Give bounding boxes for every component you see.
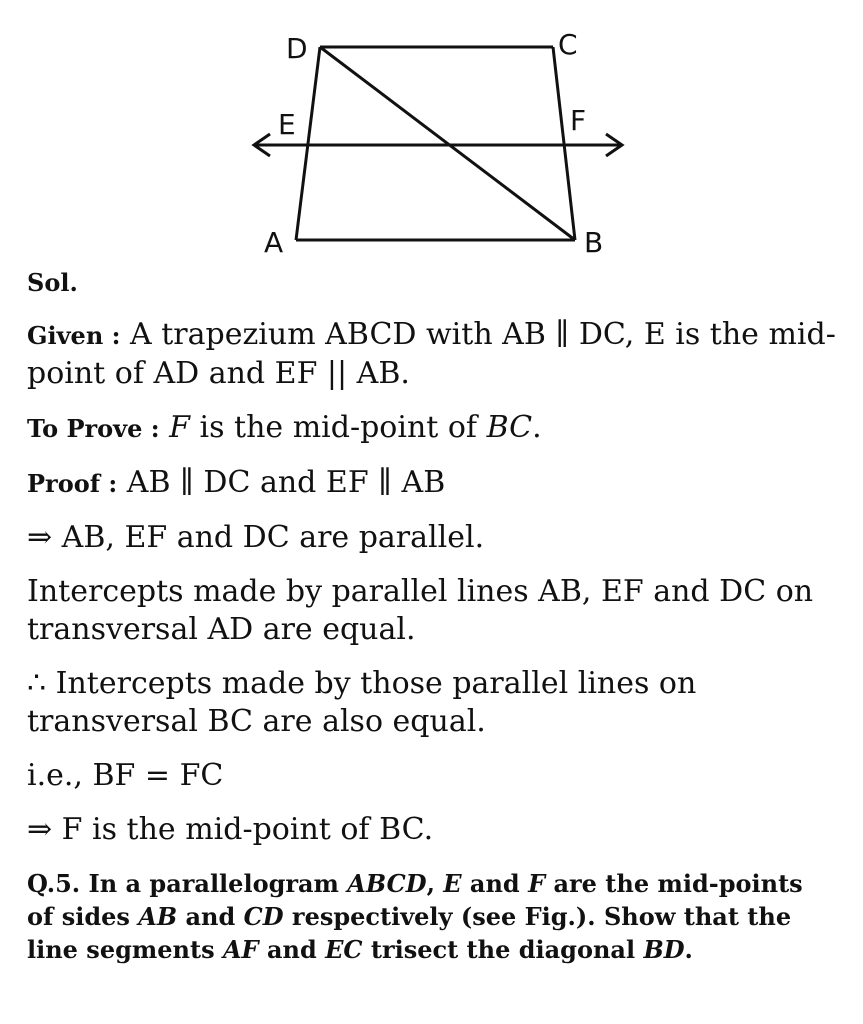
given-label: Given : bbox=[27, 321, 121, 350]
step-3-line-2: transversal BC are also equal. bbox=[27, 704, 486, 739]
q-part-6: and bbox=[177, 902, 244, 931]
label-f: F bbox=[570, 104, 587, 137]
label-d: D bbox=[286, 32, 308, 65]
q-cd: CD bbox=[243, 902, 284, 931]
proof-text: AB ∥ DC and EF ∥ AB bbox=[117, 465, 446, 500]
label-a: A bbox=[264, 226, 284, 259]
step-2-line-1: Intercepts made by parallel lines AB, EF and DC on bbox=[27, 574, 814, 609]
q-ab: AB bbox=[138, 902, 178, 931]
to-prove-f: F bbox=[159, 410, 190, 445]
q-part-5: of sides bbox=[27, 902, 139, 931]
question-5 bbox=[27, 867, 842, 966]
proof-line bbox=[27, 464, 842, 503]
step-4: i.e., BF = FC bbox=[27, 758, 224, 793]
q-af: AF bbox=[222, 935, 259, 964]
to-prove-end: . bbox=[532, 410, 542, 445]
to-prove-bc: BC bbox=[486, 410, 533, 445]
label-e: E bbox=[278, 108, 296, 141]
trapezium-figure bbox=[240, 22, 640, 270]
q-ec: EC bbox=[325, 935, 363, 964]
step-5: ⇒ F is the mid-point of BC. bbox=[27, 812, 434, 847]
q-part-7: respectively (see Fig.). Show that the bbox=[283, 902, 792, 931]
trapezium-diagram bbox=[240, 22, 640, 270]
label-b: B bbox=[584, 226, 604, 259]
q-f: F bbox=[528, 869, 546, 898]
q-part-1: Q.5. In a parallelogram bbox=[27, 869, 348, 898]
to-prove-label: To Prove : bbox=[27, 414, 160, 443]
q-part-9: and bbox=[258, 935, 326, 964]
sol-heading: Sol. bbox=[27, 268, 78, 297]
solution-content bbox=[27, 268, 842, 966]
q-part-3: and bbox=[461, 869, 529, 898]
label-c: C bbox=[558, 28, 578, 61]
given-text-1: A trapezium ABCD with AB ∥ DC, E is the mid- bbox=[120, 317, 836, 352]
given-line-1 bbox=[27, 316, 842, 355]
q-e: E bbox=[443, 869, 462, 898]
step-2-line-2: transversal AD are equal. bbox=[27, 612, 416, 647]
q-abcd: ABCD bbox=[347, 869, 427, 898]
to-prove-line bbox=[27, 409, 842, 448]
q-part-8: line segments bbox=[27, 935, 223, 964]
step-1: ⇒ AB, EF and DC are parallel. bbox=[27, 520, 485, 555]
q-part-10: trisect the diagonal bbox=[362, 935, 644, 964]
to-prove-mid: is the mid-point of bbox=[189, 410, 487, 445]
q-bd: BD bbox=[643, 935, 685, 964]
q-part-11: . bbox=[684, 935, 693, 964]
step-3-line-1: ∴ Intercepts made by those parallel lines on bbox=[27, 666, 697, 701]
given-line-2: point of AD and EF || AB. bbox=[27, 356, 410, 391]
proof-label: Proof : bbox=[27, 469, 118, 498]
q-part-4: are the mid-points bbox=[545, 869, 803, 898]
q-part-2: , bbox=[426, 869, 444, 898]
